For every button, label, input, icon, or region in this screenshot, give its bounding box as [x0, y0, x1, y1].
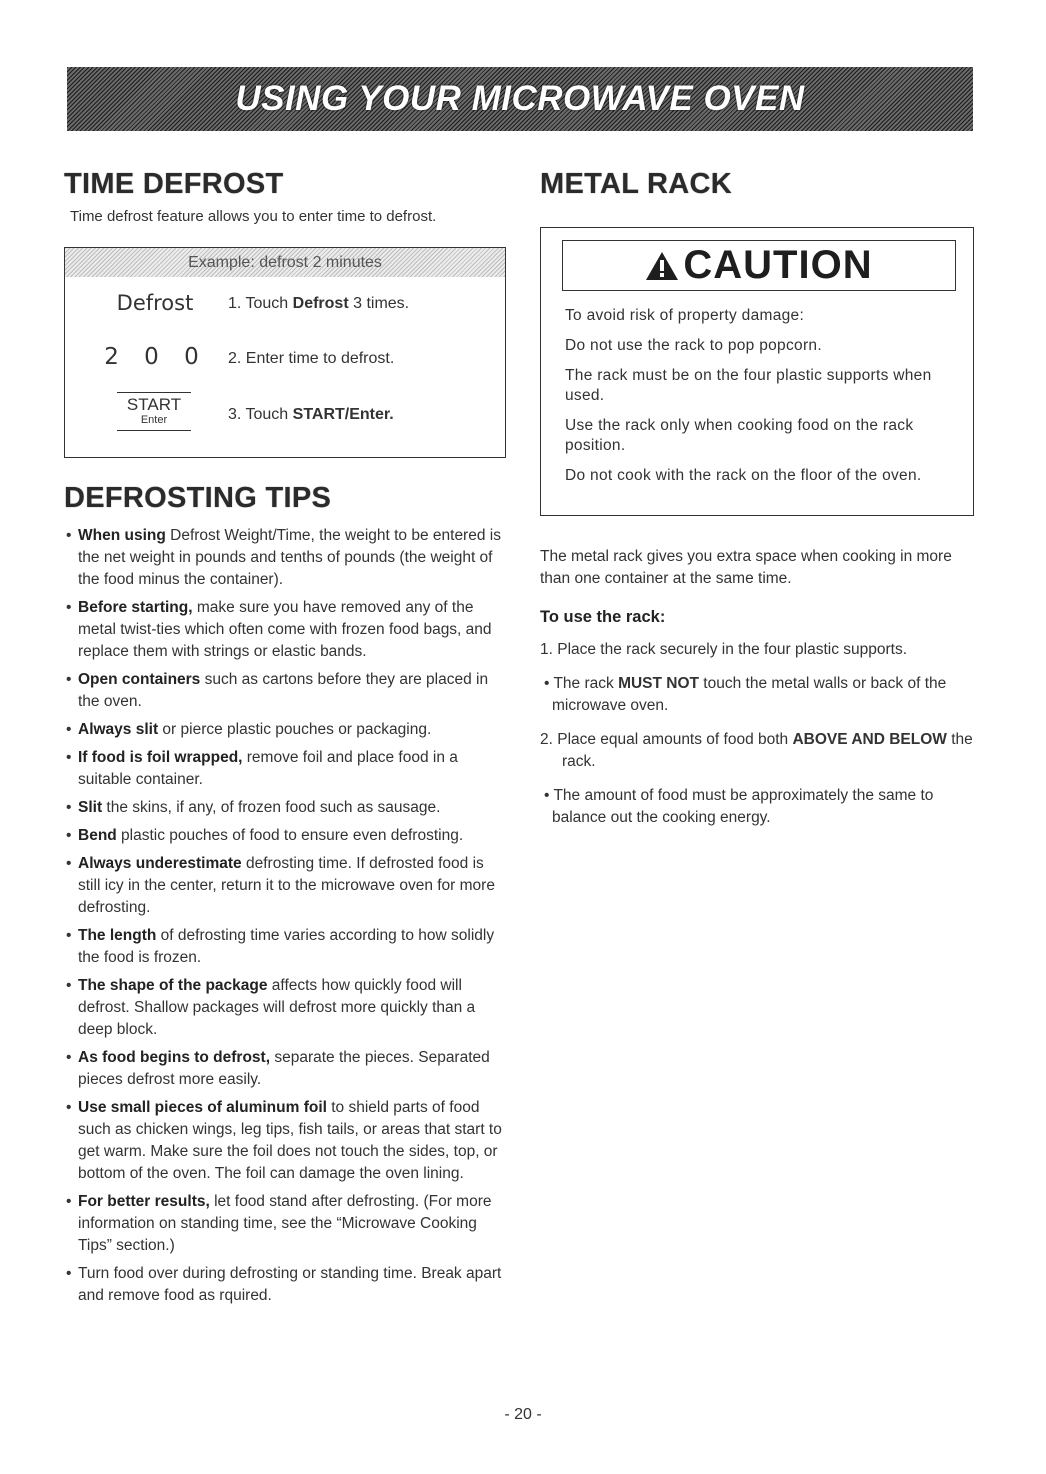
digits-key-label: 2 0 0: [104, 344, 208, 370]
caution-title: CAUTION: [683, 243, 873, 287]
tip-item: • Slit the skins, if any, of frozen food such as sausage.: [64, 797, 506, 819]
start-key-label: START Enter: [117, 392, 191, 431]
tip-item: • For better results, let food stand after defrosting. (For more information on standing time, see the “Microwave Cooking Tips” section.): [64, 1191, 506, 1257]
rack-note-2: • The amount of food must be approximately the same to balance out the cooking energy.: [544, 787, 934, 826]
caution-line: Use the rack only when cooking food on the rack position.: [565, 417, 914, 454]
tip-item: • Use small pieces of aluminum foil to shield parts of food such as chicken wings, leg tips, fish tails, or areas that start to get warm. Make sure the foil does not touch the sides, top, or bottom of the oven. The foil can damage the oven lining.: [64, 1097, 506, 1185]
tip-item: • As food begins to defrost, separate the pieces. Separated pieces defrost more easily.: [64, 1047, 506, 1091]
caution-line: To avoid risk of property damage:: [565, 307, 805, 324]
caution-line: Do not cook with the rack on the floor of the oven.: [565, 467, 922, 484]
caution-line: Do not use the rack to pop popcorn.: [565, 337, 822, 354]
example-header: Example: defrost 2 minutes: [65, 248, 505, 277]
tip-item: • Before starting, make sure you have removed any of the metal twist-ties which often come with frozen food bags, and replace them with strings or elastic bands.: [64, 597, 506, 663]
page-number: - 20 -: [504, 1406, 542, 1423]
tip-item: • Open containers such as cartons before they are placed in the oven.: [64, 669, 506, 713]
tip-item: • Bend plastic pouches of food to ensure even defrosting.: [64, 825, 506, 847]
right-column: [540, 168, 974, 829]
example-box: [64, 247, 506, 458]
rack-step-1: 1. Place the rack securely in the four plastic supports.: [540, 641, 908, 658]
tip-item: • If food is foil wrapped, remove foil and place food in a suitable container.: [64, 747, 506, 791]
defrosting-tips-heading: DEFROSTING TIPS: [64, 482, 332, 514]
metal-rack-description: The metal rack gives you extra space when cooking in more than one container at the same time.: [540, 548, 952, 587]
metal-rack-heading: METAL RACK: [540, 168, 733, 200]
page-title: USING YOUR MICROWAVE OVEN: [235, 79, 805, 118]
defrosting-tips-list: [64, 525, 506, 1307]
rack-step-2: 2. Place equal amounts of food both ABOVE AND BELOW the rack.: [540, 731, 973, 770]
time-defrost-intro: Time defrost feature allows you to enter time to defrost.: [70, 208, 437, 225]
step-1-text: 1. Touch Defrost 3 times.: [228, 295, 410, 312]
warning-triangle-icon: [645, 250, 679, 282]
caution-lines: [565, 306, 961, 496]
use-rack-subheading: To use the rack:: [540, 608, 666, 626]
tip-item: • Always underestimate defrosting time. If defrosted food is still icy in the center, return it to the microwave oven for more defrosting.: [64, 853, 506, 919]
tip-item: • Turn food over during defrosting or standing time. Break apart and remove food as rquired.: [64, 1263, 506, 1307]
caution-box: [540, 227, 974, 516]
step-2-text: 2. Enter time to defrost.: [228, 350, 395, 367]
tip-item: • When using Defrost Weight/Time, the weight to be entered is the net weight in pounds and tenths of pounds (the weight of the food minus the container).: [64, 525, 506, 591]
defrost-key-label: Defrost: [116, 291, 194, 315]
tip-item: • Always slit or pierce plastic pouches or packaging.: [64, 719, 506, 741]
tip-item: • The length of defrosting time varies according to how solidly the food is frozen.: [64, 925, 506, 969]
time-defrost-heading: TIME DEFROST: [64, 168, 284, 200]
rack-note-1: • The rack MUST NOT touch the metal walls or back of the microwave oven.: [544, 675, 947, 714]
left-column: [64, 168, 506, 1313]
caution-header: [562, 240, 956, 291]
tip-item: • The shape of the package affects how quickly food will defrost. Shallow packages will defrost more quickly than a deep block.: [64, 975, 506, 1041]
caution-line: The rack must be on the four plastic supports when used.: [565, 367, 932, 404]
title-banner: [67, 67, 973, 131]
step-3-text: 3. Touch START/Enter.: [228, 406, 394, 423]
